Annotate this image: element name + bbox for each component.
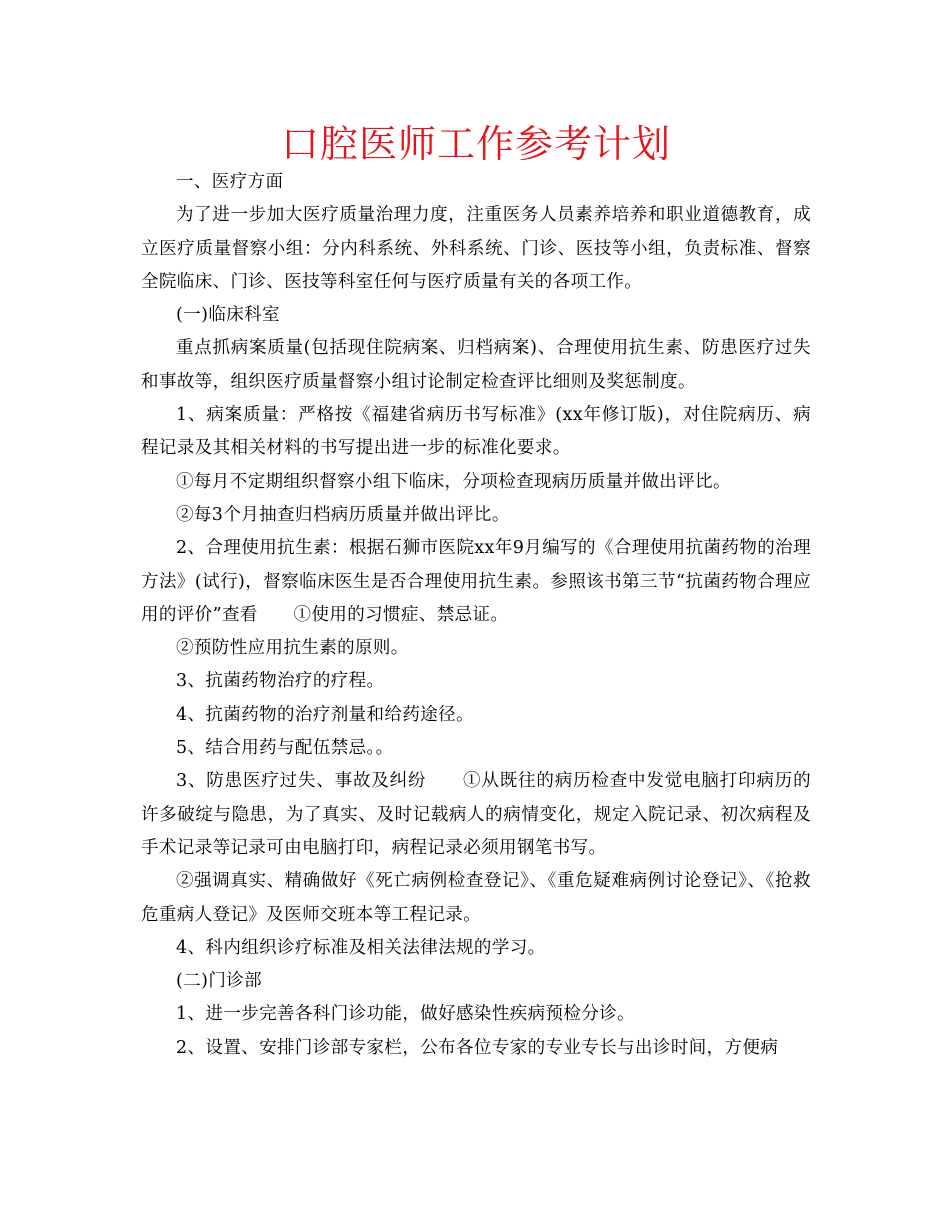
list-item-expert-column: 2、设置、安排门诊部专家栏，公布各位专家的专业专长与出诊时间，方便病 xyxy=(176,1037,779,1058)
document-body xyxy=(141,166,811,1065)
document-title: 口腔医师工作参考计划 xyxy=(280,122,671,166)
list-item-combination: 5、结合用药与配伍禁忌。。 xyxy=(176,738,394,759)
paragraph-clinical-focus: 重点抓病案质量(包括现住院病案、归档病案)、合理使用抗生素、防患医疗过失和事故等，组织医疗质量督察小组讨论制定检查评比细则及奖惩制度。 xyxy=(141,338,811,392)
subsection-heading-outpatient: (二)门诊部 xyxy=(176,971,263,992)
paragraph-intro: 为了进一步加大医疗质量治理力度，注重医务人员素养培养和职业道德教育，成立医疗质量督察小组：分内科系统、外科系统、门诊、医技等小组，负责标准、督察全院临床、门诊、医技等科室任何与医疗质量有关的各项工作。 xyxy=(141,205,811,292)
section-heading-medical: 一、医疗方面 xyxy=(176,172,284,192)
paragraph-antibiotics: 2、合理使用抗生素：根据石狮市医院xx年9月编写的《合理使用抗菌药物的治理方法》(试行)，督察临床医生是否合理使用抗生素。参照该书第三节“抗菌药物合理应用的评价”查看 ①使用的习惯症、禁忌证。 xyxy=(141,538,811,625)
subsection-heading-clinical: (一)临床科室 xyxy=(176,305,280,326)
list-item-outpatient-function: 1、进一步完善各科门诊功能，做好感染性疾病预检分诊。 xyxy=(176,1004,636,1025)
list-item-course: 3、抗菌药物治疗的疗程。 xyxy=(176,671,385,692)
list-item-records: ②强调真实、精确做好《死亡病例检查登记》、《重危疑难病例讨论登记》、《抢救危重病人登记》及医师交班本等工程记录。 xyxy=(141,871,811,925)
list-item-monthly-check: ①每月不定期组织督察小组下临床，分项检查现病历质量并做出评比。 xyxy=(176,471,731,492)
paragraph-case-quality: 1、病案质量：严格按《福建省病历书写标准》(xx年修订版)，对住院病历、病程记录及其相关材料的书写提出进一步的标准化要求。 xyxy=(141,405,811,459)
list-item-prophylactic: ②预防性应用抗生素的原则。 xyxy=(176,638,409,659)
list-item-quarterly-check: ②每3个月抽查归档病历质量并做出评比。 xyxy=(176,504,510,525)
paragraph-prevent-errors: 3、防患医疗过失、事故及纠纷 ①从既往的病历检查中发觉电脑打印病历的许多破绽与隐患，为了真实、及时记载病人的病情变化，规定入院记录、初次病程及手术记录等记录可由电脑打印，病程记录必须用钢笔书写。 xyxy=(141,771,811,858)
list-item-dosage: 4、抗菌药物的治疗剂量和给药途径。 xyxy=(176,704,474,725)
list-item-study: 4、科内组织诊疗标准及相关法律法规的学习。 xyxy=(176,937,546,958)
